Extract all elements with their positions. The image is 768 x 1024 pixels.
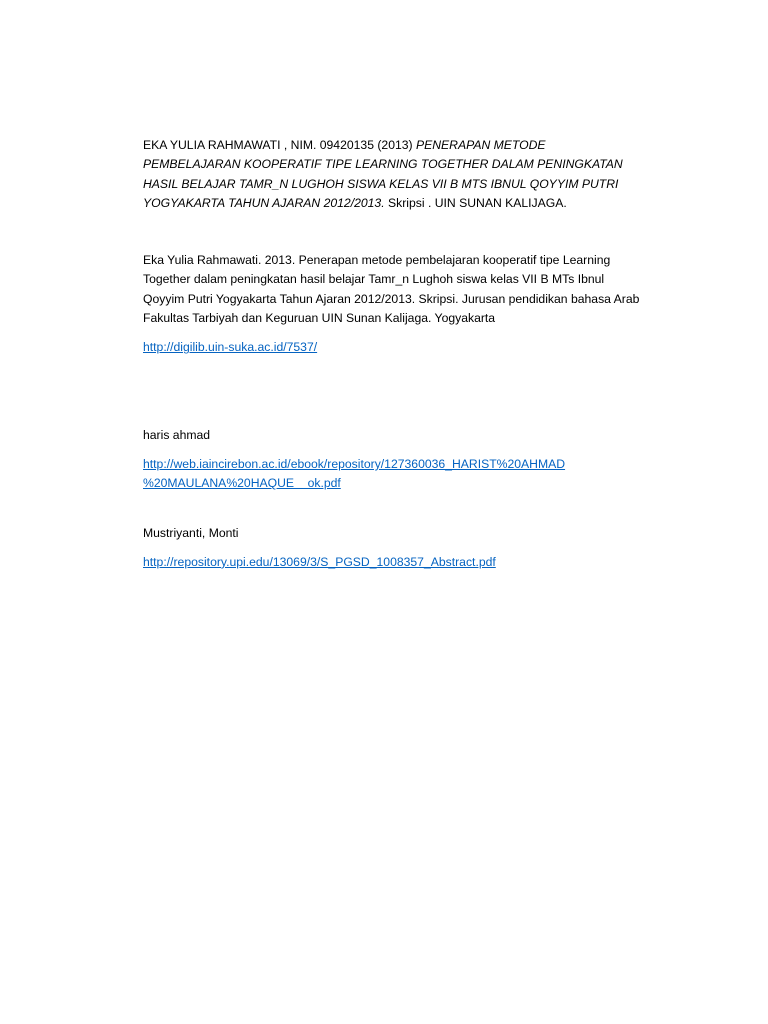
link-upi-paragraph: [143, 553, 643, 572]
link-upi-repository[interactable]: http://repository.upi.edu/13069/3/S_PGSD_1008357_Abstract.pdf: [143, 554, 496, 569]
citation-1-tail: Skripsi . UIN SUNAN KALIJAGA.: [387, 195, 567, 210]
citation-1-title: PENERAPAN METODE PEMBELAJARAN KOOPERATIF TIPE LEARNING TOGETHER DALAM PENINGKATAN HASIL BELAJAR TAMR_N LUGHOH SISWA KELAS VII B MTS IBNUL QOYYIM PUTRI YOGYAKARTA TAHUN AJARAN 2012/2013.: [143, 138, 623, 210]
link-iaincirebon-line-2[interactable]: %20MAULANA%20HAQUE ok.pdf: [143, 476, 341, 491]
link-iaincirebon-paragraph: [143, 455, 643, 494]
document-content: [143, 136, 643, 572]
citation-1: [143, 136, 643, 213]
citation-1-author: EKA YULIA RAHMAWATI , NIM. 09420135 (2013): [143, 138, 413, 152]
link-digilib-paragraph: [143, 338, 643, 357]
link-digilib[interactable]: http://digilib.uin-suka.ac.id/7537/: [143, 340, 318, 355]
link-iaincirebon-line-1[interactable]: http://web.iaincirebon.ac.id/ebook/repository/127360036_HARIST%20AHMAD: [143, 456, 566, 471]
citation-2: Eka Yulia Rahmawati. 2013. Penerapan metode pembelajaran kooperatif tipe Learning Together dalam peningkatan hasil belajar Tamr_n Lughoh siswa kelas VII B MTs Ibnul Qoyyim Putri Yogyakarta Tahun Ajaran 2012/2013. Skripsi. Jurusan pendidikan bahasa Arab Fakultas Tarbiyah dan Keguruan UIN Sunan Kalijaga. Yogyakarta: [143, 253, 640, 326]
author-name-mustriyanti: Mustriyanti, Monti: [143, 525, 239, 540]
author-name-haris: haris ahmad: [143, 427, 211, 442]
